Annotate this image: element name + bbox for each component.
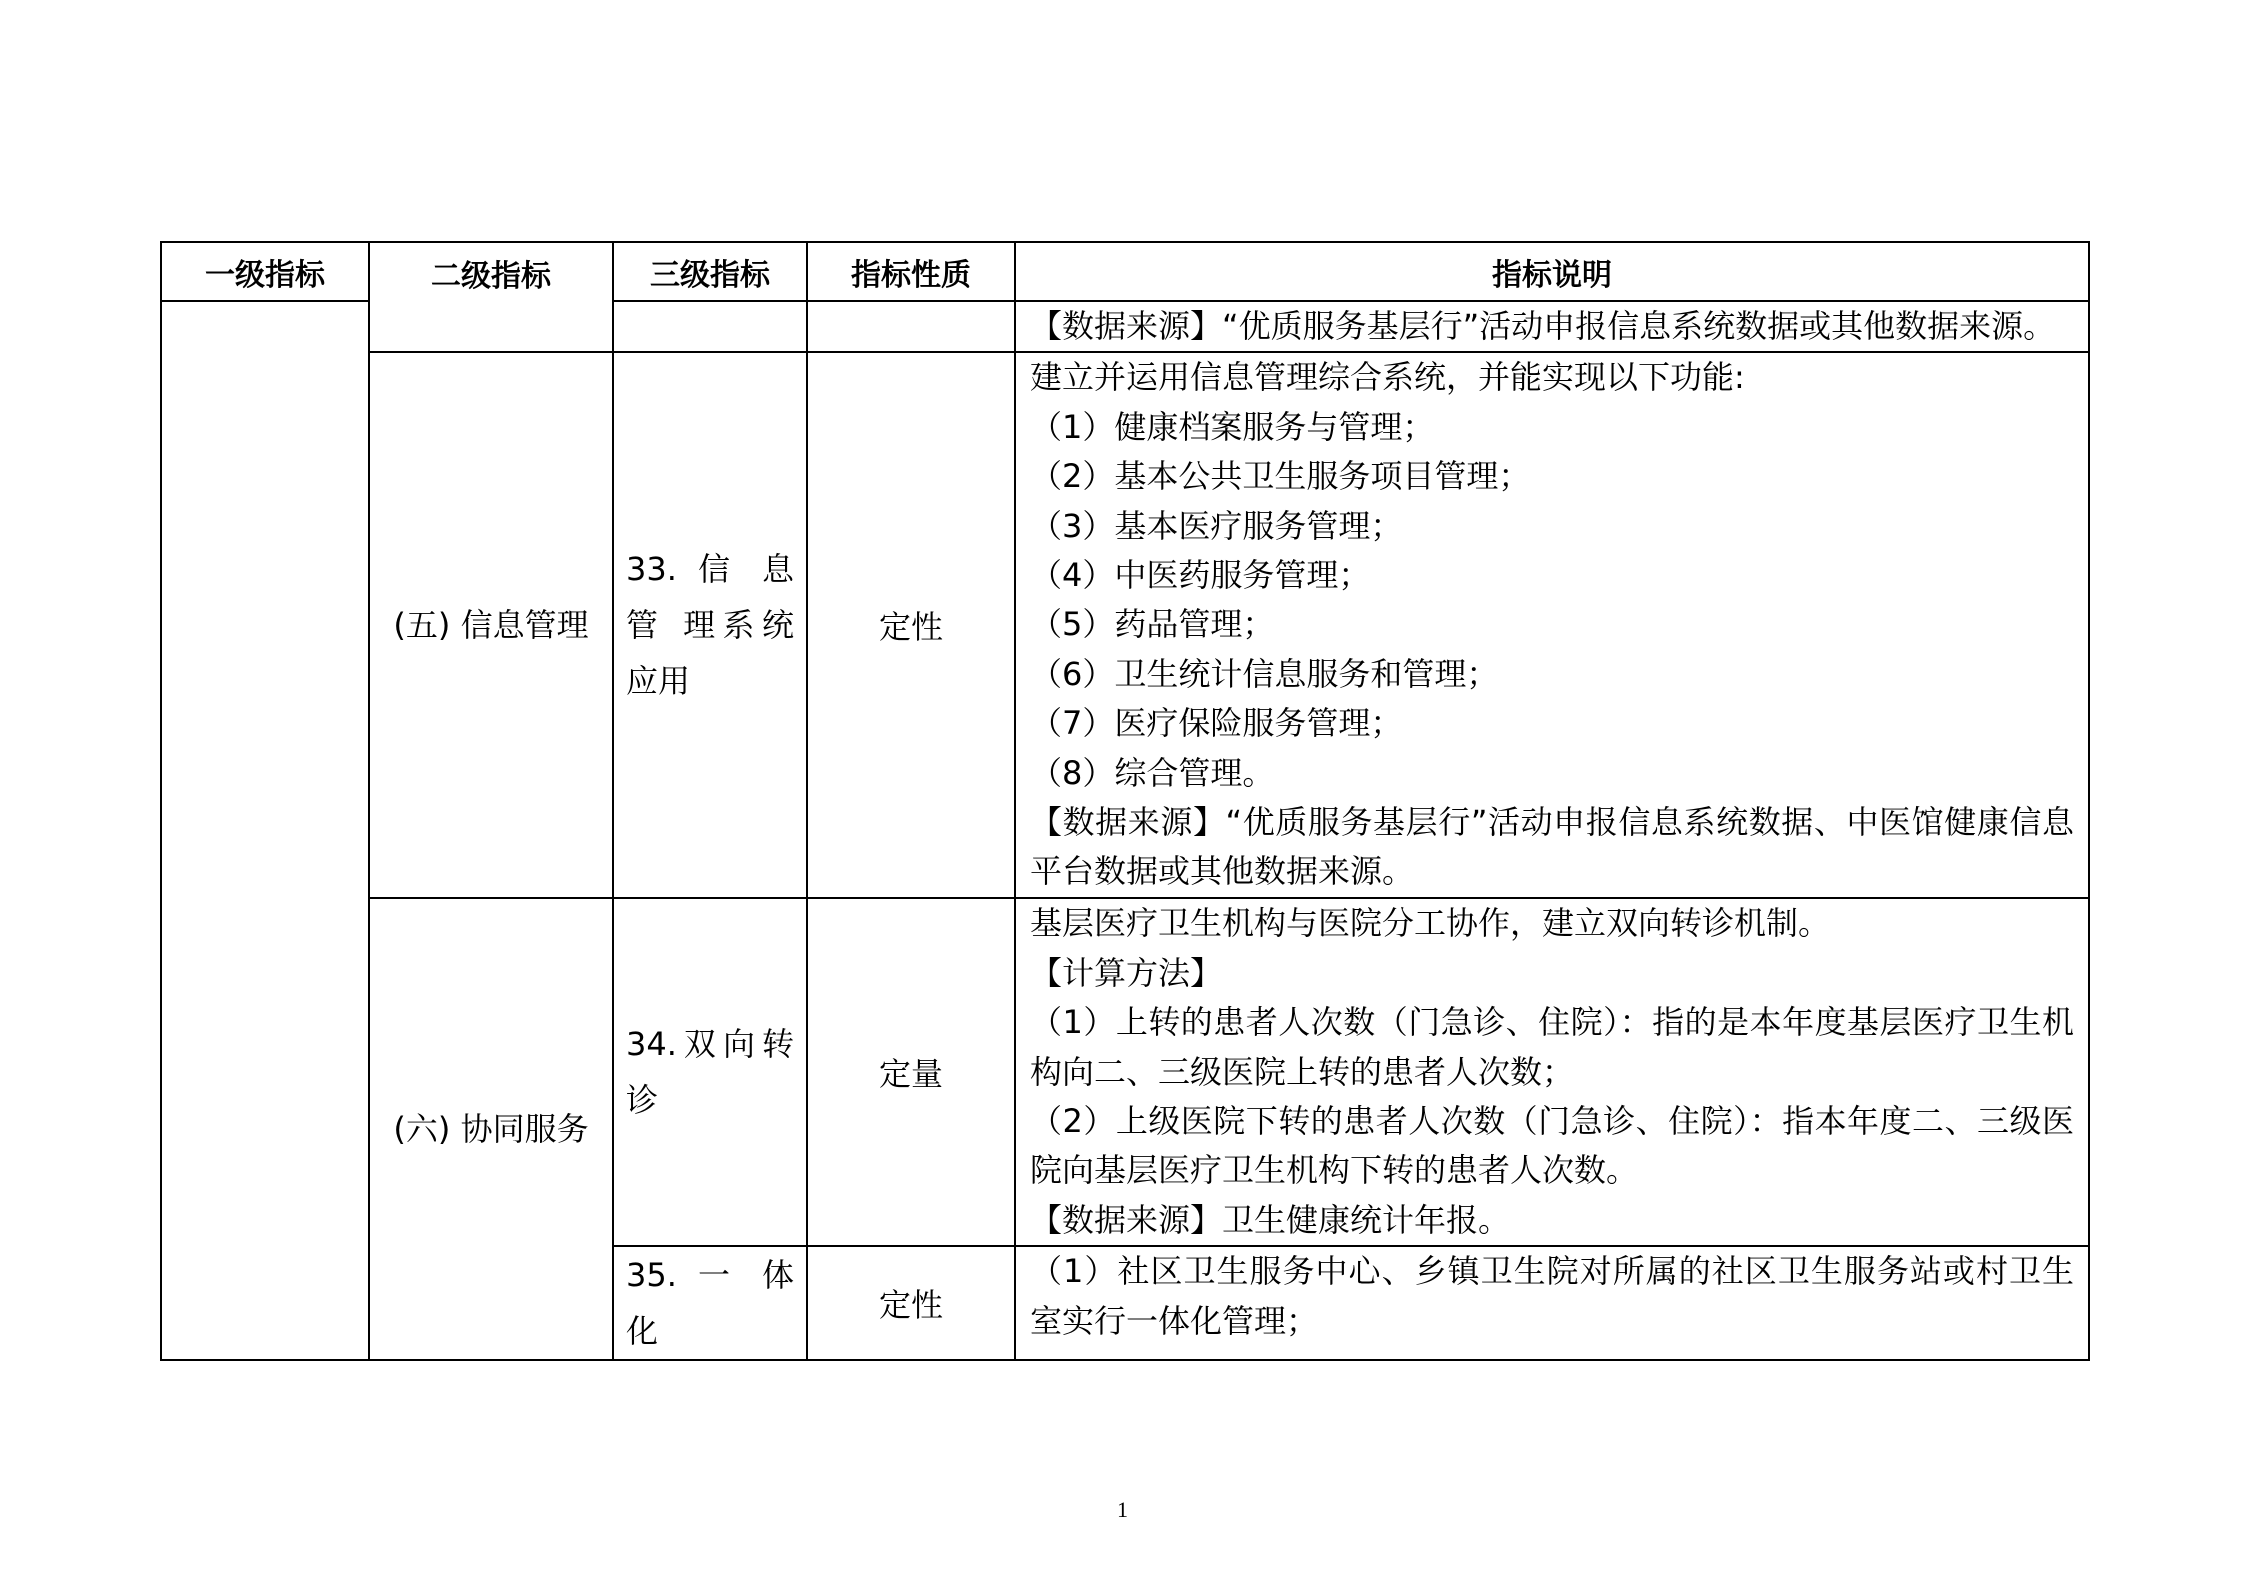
description-line: （7）医疗保险服务管理； — [1030, 704, 1403, 743]
description-line: 【数据来源】“优质服务基层行”活动申报信息系统数据、中医馆健康信息平台数据或其他数据来源。 — [1030, 803, 2074, 891]
description-line: 建立并运用信息管理综合系统，并能实现以下功能: — [1030, 358, 1745, 397]
description-line: （1）健康档案服务与管理； — [1030, 407, 1435, 446]
table-row — [161, 352, 2089, 898]
description-line: （2）上级医院下转的患者人次数（门急诊、住院）：指本年度二、三级医院向基层医疗卫生机构下转的患者人次数。 — [1030, 1102, 2074, 1190]
level1-cell — [161, 301, 369, 1360]
description-line: （1）上转的患者人次数（门急诊、住院）：指的是本年度基层医疗卫生机构向二、三级医院上转的患者人次数； — [1030, 1003, 2074, 1091]
description-line: （2）基本公共卫生服务项目管理； — [1030, 457, 1531, 496]
level2-cell: (五) 信息管理 — [369, 352, 613, 898]
description-line: （4）中医药服务管理； — [1030, 556, 1371, 595]
description-cell — [1015, 352, 2089, 898]
header-level2: 二级指标 — [369, 242, 613, 352]
nature-cell: 定量 — [807, 898, 1015, 1246]
nature-cell: 定性 — [807, 352, 1015, 898]
level3-cell: 33. 信 息 管 理系统应用 — [613, 352, 807, 898]
page-number: 1 — [1117, 1497, 1128, 1522]
header-level3: 三级指标 — [613, 242, 807, 301]
header-description: 指标说明 — [1015, 242, 2089, 301]
level3-cell: 34.双向转诊 — [613, 898, 807, 1246]
header-level1: 一级指标 — [161, 242, 369, 301]
description-cell — [1015, 898, 2089, 1246]
description-line: （6）卫生统计信息服务和管理； — [1030, 654, 1499, 693]
level3-cell-empty — [613, 301, 807, 352]
level2-cell: (六) 协同服务 — [369, 898, 613, 1360]
description-cell — [1015, 301, 2089, 352]
nature-cell-empty — [807, 301, 1015, 352]
nature-cell: 定性 — [807, 1246, 1015, 1360]
description-line: （5）药品管理； — [1030, 605, 1275, 644]
description-line: 【计算方法】 — [1030, 953, 1223, 992]
description-cell — [1015, 1246, 2089, 1360]
indicator-table — [160, 241, 2090, 1361]
header-nature: 指标性质 — [807, 242, 1015, 301]
description-line: 【数据来源】“优质服务基层行”活动申报信息系统数据或其他数据来源。 — [1030, 307, 2056, 345]
description-line: （8）综合管理。 — [1030, 753, 1275, 792]
table-row — [161, 898, 2089, 1246]
header-row — [161, 242, 2089, 301]
description-line: （1）社区卫生服务中心、乡镇卫生院对所属的社区卫生服务站或村卫生室实行一体化管理； — [1030, 1252, 2074, 1340]
description-line: （3）基本医疗服务管理； — [1030, 506, 1403, 545]
description-line: 基层医疗卫生机构与医院分工协作，建立双向转诊机制。 — [1030, 904, 1831, 943]
level3-cell: 35. 一 体 化 — [613, 1246, 807, 1360]
description-line: 【数据来源】卫生健康统计年报。 — [1030, 1200, 1511, 1239]
